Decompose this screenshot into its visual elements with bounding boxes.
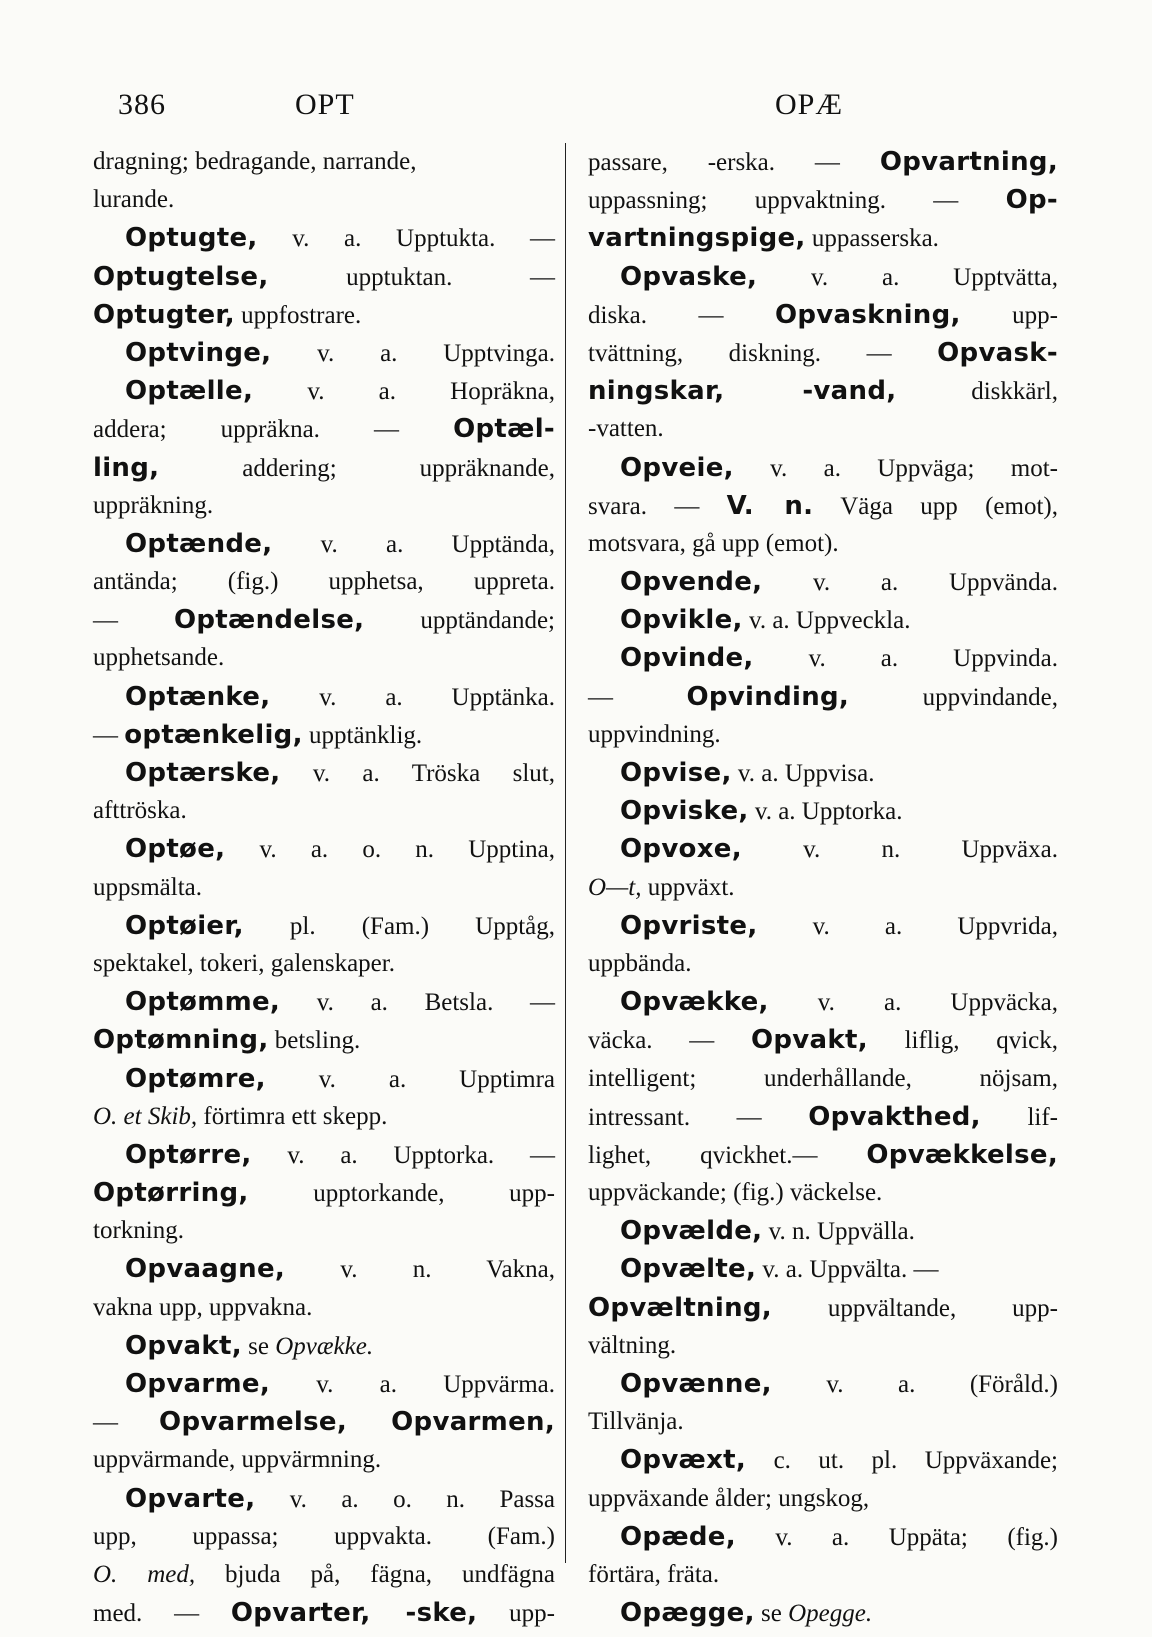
text-line: Optørring, upptorkande, upp- xyxy=(93,1178,555,1209)
text-line: Opvakt, se Opvække. xyxy=(125,1330,374,1361)
text-line: passare, -erska. — Opvartning, xyxy=(588,147,1058,177)
text-line: Optugtelse, upptuktan. — xyxy=(93,261,555,292)
text-line: O. med, bjuda på, fägna, undfägna xyxy=(93,1560,555,1588)
text-line: Opvarte, v. a. o. n. Passa xyxy=(125,1483,555,1514)
text-line: Optænke, v. a. Upptänka. xyxy=(125,681,555,712)
text-line: Opvænne, v. a. (Föråld.) xyxy=(620,1369,1058,1399)
text-line: Opvarme, v. a. Uppvärma. xyxy=(125,1369,555,1399)
text-line: ling, addering; uppräknande, xyxy=(93,452,555,483)
text-line: spektakel, tokeri, galenskaper. xyxy=(93,949,395,977)
text-line: upp, uppassa; uppvakta. (Fam.) xyxy=(93,1522,555,1550)
text-line: svara. — V. n. Väga upp (emot), xyxy=(588,490,1058,521)
text-line: — optænkelig, upptänklig. xyxy=(93,719,423,750)
text-line: uppvärmande, uppvärmning. xyxy=(93,1446,382,1474)
text-line: Opvække, v. a. Uppväcka, xyxy=(620,987,1058,1018)
left-column xyxy=(93,143,555,1632)
text-line: intressant. — Opvakthed, lif- xyxy=(588,1101,1058,1132)
right-guide-word: OPÆ xyxy=(775,88,844,121)
text-line: uppbända. xyxy=(588,949,692,977)
page-number: 386 xyxy=(118,88,166,121)
text-line: vakna upp, uppvakna. xyxy=(93,1293,313,1321)
text-line: Opviske, v. a. Upptorka. xyxy=(620,796,903,827)
text-line: Tillvänja. xyxy=(588,1408,684,1436)
text-line: vartningspige, uppasserska. xyxy=(588,223,939,254)
text-line: afttröska. xyxy=(93,797,187,825)
text-line: vältning. xyxy=(588,1331,677,1359)
text-line: diska. — Opvaskning, upp- xyxy=(588,299,1058,330)
text-line: med. — Opvarter, -ske, upp- xyxy=(93,1598,555,1629)
text-line: intelligent; underhållande, nöjsam, xyxy=(588,1064,1058,1092)
text-line: uppassning; uppvaktning. — Op- xyxy=(588,185,1058,216)
text-line: Opvise, v. a. Uppvisa. xyxy=(620,758,875,788)
text-line: Optugter, uppfostrare. xyxy=(93,299,362,330)
text-line: Optænde, v. a. Upptända, xyxy=(125,528,555,559)
column-divider xyxy=(565,143,566,1563)
text-line: Opvinde, v. a. Uppvinda. xyxy=(620,643,1058,674)
text-line: Optømre, v. a. Upptimra xyxy=(125,1063,555,1094)
text-line: dragning; bedragande, narrande, xyxy=(93,148,417,175)
text-line: Opvikle, v. a. Uppveckla. xyxy=(620,605,911,636)
text-line: torkning. xyxy=(93,1217,184,1245)
text-line: upphetsande. xyxy=(93,644,225,672)
text-line: Opvæxt, c. ut. pl. Uppväxande; xyxy=(620,1445,1058,1476)
text-line: uppväckande; (fig.) väckelse. xyxy=(588,1179,883,1207)
text-line: -vatten. xyxy=(588,415,664,443)
text-line: lurande. xyxy=(93,186,175,214)
text-line: Optømme, v. a. Betsla. — xyxy=(125,987,555,1018)
text-line: Optøier, pl. (Fam.) Upptåg, xyxy=(125,910,555,941)
text-line: Opvoxe, v. n. Uppväxa. xyxy=(620,834,1058,865)
text-line: Opvælde, v. n. Uppvälla. xyxy=(620,1216,915,1247)
text-line: antända; (fig.) upphetsa, uppreta. xyxy=(93,568,555,596)
running-header xyxy=(0,88,1152,128)
text-line: Optælle, v. a. Hopräkna, xyxy=(125,376,555,407)
text-line: — Opvarmelse, Opvarmen, xyxy=(93,1407,555,1438)
text-line: Opæde, v. a. Uppäta; (fig.) xyxy=(620,1521,1058,1552)
text-line: Opveie, v. a. Uppväga; mot- xyxy=(620,452,1058,483)
text-line: Opvaske, v. a. Upptvätta, xyxy=(620,261,1058,292)
text-line: Opvaagne, v. n. Vakna, xyxy=(125,1254,555,1285)
text-line: Opægge, se Opegge. xyxy=(620,1598,873,1629)
text-line: ningskar, -vand, diskkärl, xyxy=(588,376,1058,407)
text-line: Optøe, v. a. o. n. Upptina, xyxy=(125,834,555,865)
text-line: Optørre, v. a. Upptorka. — xyxy=(125,1139,555,1170)
text-line: tvättning, diskning. — Opvask- xyxy=(588,337,1058,368)
text-line: Opvriste, v. a. Uppvrida, xyxy=(620,910,1058,941)
text-line: Opvælte, v. a. Uppvälta. — xyxy=(620,1254,939,1285)
text-line: Optømning, betsling. xyxy=(93,1025,361,1056)
text-line: Opvæltning, uppvältande, upp- xyxy=(588,1292,1058,1323)
text-line: — Optændelse, upptändande; xyxy=(93,605,555,636)
text-line: Opvende, v. a. Uppvända. xyxy=(620,567,1058,598)
text-line: O. et Skib, förtimra ett skepp. xyxy=(93,1102,388,1130)
text-line: motsvara, gå upp (emot). xyxy=(588,529,839,557)
text-line: — Opvinding, uppvindande, xyxy=(588,681,1058,712)
text-line: uppsmälta. xyxy=(93,873,203,901)
text-line: förtära, fräta. xyxy=(588,1560,720,1588)
right-column xyxy=(588,143,1058,1632)
text-line: Optvinge, v. a. Upptvinga. xyxy=(125,337,555,368)
text-line: Optærske, v. a. Tröska slut, xyxy=(125,758,555,788)
text-line: uppvindning. xyxy=(588,720,721,748)
text-line: addera; uppräkna. — Optæl- xyxy=(93,414,555,445)
text-line: uppväxande ålder; ungskog, xyxy=(588,1484,870,1512)
left-guide-word: OPT xyxy=(295,88,355,121)
text-line: O—t, uppväxt. xyxy=(588,873,735,901)
text-line: uppräkning. xyxy=(93,491,214,519)
text-line: Optugte, v. a. Upptukta. — xyxy=(125,223,555,254)
text-line: lighet, qvickhet.— Opvækkelse, xyxy=(588,1139,1058,1170)
text-line: väcka. — Opvakt, liflig, qvick, xyxy=(588,1025,1058,1056)
